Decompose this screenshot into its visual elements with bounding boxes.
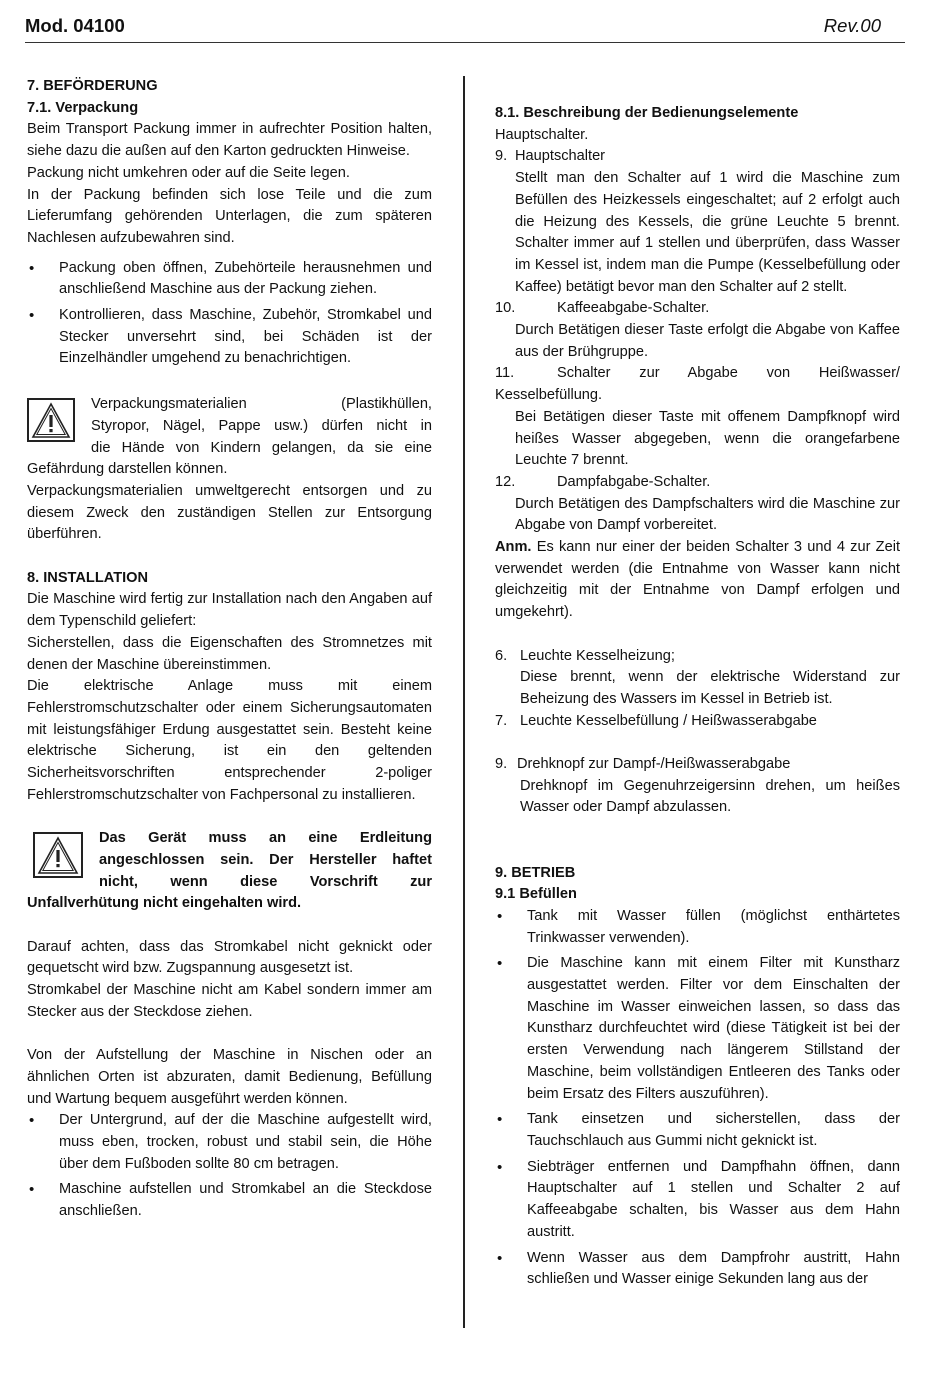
paragraph: Von der Aufstellung der Maschine in Nischen oder an ähnlichen Orten ist abzuraten, damit Bedienung, Befüllung und Wartung bequem ausgeführt werden können. bbox=[27, 1047, 432, 1107]
section-7-1-title: 7.1. Verpackung bbox=[27, 99, 139, 116]
control-item bbox=[495, 363, 900, 472]
warning-line: Das Gerät muss an eine Erdleitung bbox=[99, 830, 432, 847]
item-text: Bei Betätigen dieser Taste mit offenem Dampfknopf wird heißes Wasser abgegeben, wenn die orangefarbene Leuchte 7 brennt. bbox=[515, 408, 900, 469]
revision: Rev.00 bbox=[823, 15, 881, 36]
warning-line: nicht, wenn diese Vorschrift zur bbox=[99, 873, 432, 890]
paragraph: In der Packung befinden sich lose Teile und die zum Lieferumfang gehörenden Unterlagen, die zum späteren Nachlesen aufzubewahren sind. bbox=[27, 186, 432, 246]
warning-line: die Hände von Kindern gelangen, da sie eine bbox=[91, 439, 432, 456]
item-number: 6. bbox=[495, 647, 508, 664]
paragraph: Hauptschalter. bbox=[495, 126, 589, 143]
paragraph: Die elektrische Anlage muss mit einem Fehlerstromschutzschalter oder einem Sicherungsautomaten mit leistungsfähiger Erdung ausgestattet sein. Besteht keine elektrische Sicherung, ist ein den geltenden Sicherheitsvorschriften entsprechender 2-poliger Fehlerstromschutzschalter von Fachpersonal zu installieren. bbox=[27, 678, 432, 803]
item-number: 7. bbox=[495, 712, 508, 729]
item-label: Dampfabgabe-Schalter. bbox=[557, 473, 711, 490]
paragraph: Beim Transport Packung immer in aufrechter Position halten, siehe dazu die außen auf den Karton gedruckten Hinweise. bbox=[27, 121, 432, 160]
indicator-item bbox=[495, 711, 900, 733]
paragraph: Darauf achten, dass das Stromkabel nicht geknickt oder gequetscht wird bzw. Zugspannung ausgesetzt ist. bbox=[27, 938, 432, 977]
list-item: • Kontrollieren, dass Maschine, Zubehör, Stromkabel und Stecker unversehrt sind, bei Schäden ist der Einzelhändler umgehend zu benachrichtigen. bbox=[27, 305, 432, 370]
item-number: 10. bbox=[495, 300, 516, 317]
paragraph: Packung nicht umkehren oder auf die Seite legen. bbox=[27, 164, 350, 181]
item-text: Drehknopf im Gegenuhrzeigersinn drehen, um heißes Wasser oder Dampf abzulassen. bbox=[520, 777, 900, 816]
warning-line: Verpackungsmaterialien (Plastikhüllen, bbox=[91, 396, 432, 413]
warning-block bbox=[27, 828, 432, 915]
list-item: • Die Maschine kann mit einem Filter mit Kunstharz ausgestattet werden. Filter vor dem Einschalten der Maschine im Wasser einweichen lassen, so dass das Kunstharz durchfeuchtet wird (diese Tätigkeit ist bei der ersten Verwendung nach längerem Stillstand der Maschine, beim vollständigen Entleeren des Tanks oder beim Ersatz des Filters auszuführen). bbox=[495, 953, 900, 1105]
warning-line: angeschlossen sein. Der Hersteller haftet bbox=[99, 851, 432, 868]
note-label: Anm. bbox=[495, 539, 532, 556]
bullet-list bbox=[495, 906, 900, 1291]
indicator-item bbox=[495, 646, 900, 711]
bullet-list bbox=[27, 258, 432, 371]
note-paragraph bbox=[495, 537, 900, 624]
note-text: Es kann nur einer der beiden Schalter 3 und 4 zur Zeit verwendet werden (die Entnahme von Wasser kann nicht gleichzeitig mit der Entnahme von Dampf erfolgen und umgekehrt). bbox=[495, 539, 900, 621]
list-item: • Siebträger entfernen und Dampfhahn öffnen, dann Hauptschalter auf 1 stellen und Schalter 2 auf Kaffeeabgabe schalten, bis Wasser aus dem Hahn austritt. bbox=[495, 1157, 900, 1244]
control-item bbox=[495, 472, 900, 537]
list-item: • Maschine aufstellen und Stromkabel an die Steckdose anschließen. bbox=[27, 1179, 432, 1222]
column-divider bbox=[463, 76, 465, 1328]
warning-icon bbox=[27, 398, 75, 442]
item-text: Diese brennt, wenn der elektrische Widerstand zur Beheizung des Wassers im Kessel in Betrieb ist. bbox=[520, 669, 900, 707]
paragraph: Die Maschine wird fertig zur Installation nach den Angaben auf dem Typenschild geliefert: bbox=[27, 591, 432, 630]
right-column bbox=[495, 103, 900, 1295]
control-item bbox=[495, 146, 900, 298]
warning-block bbox=[27, 394, 432, 481]
list-item: • Der Untergrund, auf der die Maschine aufgestellt wird, muss eben, trocken, robust und stabil sein, die Höhe über dem Fußboden sollte 80 cm betragen. bbox=[27, 1110, 432, 1175]
item-number: 11. bbox=[495, 365, 515, 382]
knob-item bbox=[495, 754, 900, 819]
paragraph: Sicherstellen, dass die Eigenschaften des Stromnetzes mit denen der Maschine übereinstimmen. bbox=[27, 634, 432, 673]
item-text: Durch Betätigen dieser Taste erfolgt die Abgabe von Kaffee aus der Brühgruppe. bbox=[515, 322, 900, 360]
control-item bbox=[495, 298, 900, 363]
bullet-list bbox=[27, 1110, 432, 1223]
paragraph: Stromkabel der Maschine nicht am Kabel sondern immer am Stecker aus der Steckdose ziehen. bbox=[27, 982, 432, 1020]
item-label: Kaffeeabgabe-Schalter. bbox=[557, 300, 710, 317]
paragraph: Verpackungsmaterialien umweltgerecht entsorgen und zu diesem Zweck den zuständigen Stellen zur Entsorgung überführen. bbox=[27, 482, 432, 543]
section-9-1-title: 9.1 Befüllen bbox=[495, 886, 577, 903]
left-column bbox=[27, 76, 432, 1227]
item-number: 12. bbox=[495, 473, 516, 490]
section-9-title: 9. BETRIEB bbox=[495, 864, 576, 881]
warning-line: Styropor, Nägel, Pappe usw.) dürfen nicht in bbox=[91, 417, 432, 434]
item-label: Leuchte Kesselbefüllung / Heißwasserabgabe bbox=[520, 712, 817, 729]
item-label: Schalter zur Abgabe von Heißwasser/ Kesselbefüllung. bbox=[495, 365, 900, 404]
list-item: • Wenn Wasser aus dem Dampfrohr austritt, Hahn schließen und Wasser einige Sekunden lang aus der bbox=[495, 1248, 900, 1291]
model-number: Mod. 04100 bbox=[25, 15, 125, 36]
item-label: Hauptschalter bbox=[515, 148, 606, 165]
page-header bbox=[25, 12, 905, 43]
item-label: Drehknopf zur Dampf-/Heißwasserabgabe bbox=[517, 756, 791, 773]
warning-icon bbox=[33, 832, 83, 878]
section-8-title: 8. INSTALLATION bbox=[27, 569, 149, 586]
list-item: • Tank einsetzen und sicherstellen, dass der Tauchschlauch aus Gummi nicht geknickt ist. bbox=[495, 1109, 900, 1152]
item-text: Durch Betätigen des Dampfschalters wird die Maschine zur Abgabe von Dampf vorbereitet. bbox=[515, 495, 900, 534]
warning-tail: Gefährdung darstellen können. bbox=[27, 461, 228, 478]
section-7-title: 7. BEFÖRDERUNG bbox=[27, 78, 158, 94]
item-number: 9. bbox=[495, 148, 508, 165]
item-number: 9. bbox=[495, 756, 508, 773]
list-item: • Tank mit Wasser füllen (möglichst enthärtetes Trinkwasser verwenden). bbox=[495, 906, 900, 949]
list-item: • Packung oben öffnen, Zubehörteile herausnehmen und anschließend Maschine aus der Packung ziehen. bbox=[27, 258, 432, 301]
section-8-1-title: 8.1. Beschreibung der Bedienungselemente bbox=[495, 105, 799, 121]
warning-tail: Unfallverhütung nicht eingehalten wird. bbox=[27, 895, 302, 912]
item-text: Stellt man den Schalter auf 1 wird die Maschine zum Befüllen des Heizkessels eingeschaltet; auf 2 erfolgt auch die Heizung des Kessels, die grüne Leuchte 5 brennt. Schalter immer auf 1 stellen und überprüfen, dass Wasser im Kessel ist, indem man die Pumpe (Kesselbefüllung oder Kaffee) betätigt bevor man den Schalter auf 2 stellt. bbox=[515, 170, 900, 295]
item-label: Leuchte Kesselheizung; bbox=[520, 647, 675, 664]
